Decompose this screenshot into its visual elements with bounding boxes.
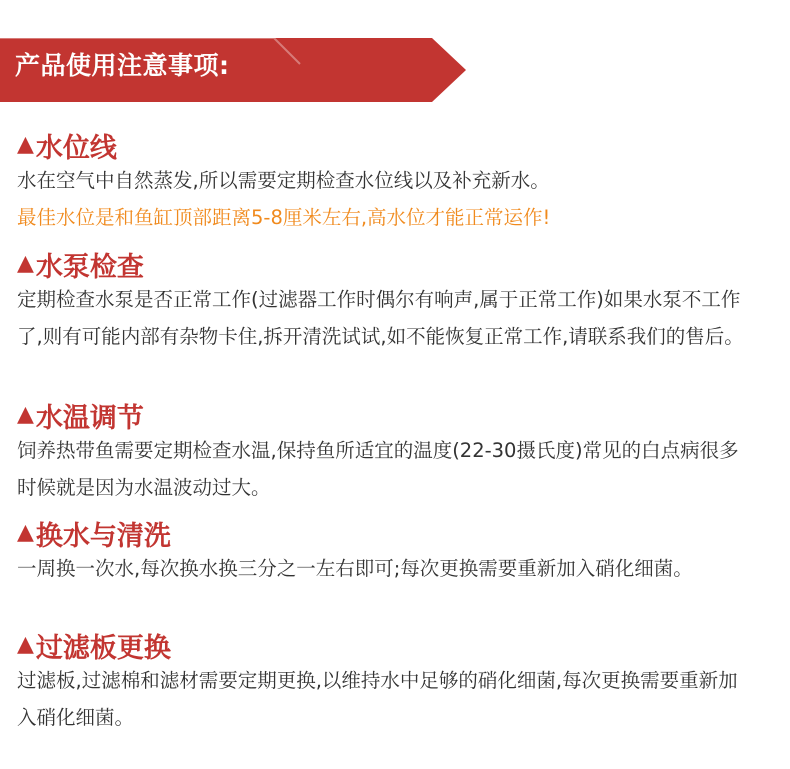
triangle-icon: ▲	[17, 251, 34, 276]
section-title: 水泵检查	[35, 251, 144, 283]
section-text: 定期检查水泵是否正常工作(过滤器工作时偶尔有响声,属于正常工作)如果水泵不工作了,则有可能内部有杂物卡住,拆开清洗试试,如不能恢复正常工作,请联系我们的售后。	[17, 288, 744, 348]
section-heading	[17, 398, 777, 432]
section-heading	[17, 247, 777, 281]
section-temperature	[17, 398, 777, 506]
section-heading	[17, 128, 777, 162]
section-filter-replace	[17, 628, 777, 736]
section-heading	[17, 628, 777, 662]
section-title: 水温调节	[35, 402, 144, 434]
section-pump-check	[17, 247, 777, 355]
section-heading	[17, 516, 777, 550]
section-text: 一周换一次水,每次换水换三分之一左右即可;每次更换需要重新加入硝化细菌。	[17, 557, 693, 580]
triangle-icon: ▲	[17, 520, 34, 545]
section-water-level	[17, 128, 777, 236]
banner-title: 产品使用注意事项:	[15, 51, 230, 80]
triangle-icon: ▲	[17, 402, 34, 427]
section-text: 水在空气中自然蒸发,所以需要定期检查水位线以及补充新水。	[17, 169, 550, 192]
section-title: 水位线	[35, 132, 117, 164]
section-text: 饲养热带鱼需要定期检查水温,保持鱼所适宜的温度(22-30摄氏度)常见的白点病很多时候就是因为水温波动过大。	[17, 439, 739, 499]
title-banner	[0, 38, 470, 102]
section-water-change	[17, 516, 777, 587]
section-title: 过滤板更换	[35, 632, 171, 664]
section-title: 换水与清洗	[35, 520, 171, 552]
highlight-text: 最佳水位是和鱼缸顶部距离5-8厘米左右,高水位才能正常运作!	[17, 206, 551, 229]
triangle-icon: ▲	[17, 132, 34, 157]
section-text: 过滤板,过滤棉和滤材需要定期更换,以维持水中足够的硝化细菌,每次更换需要重新加入硝化细菌。	[17, 669, 738, 729]
triangle-icon: ▲	[17, 632, 34, 657]
